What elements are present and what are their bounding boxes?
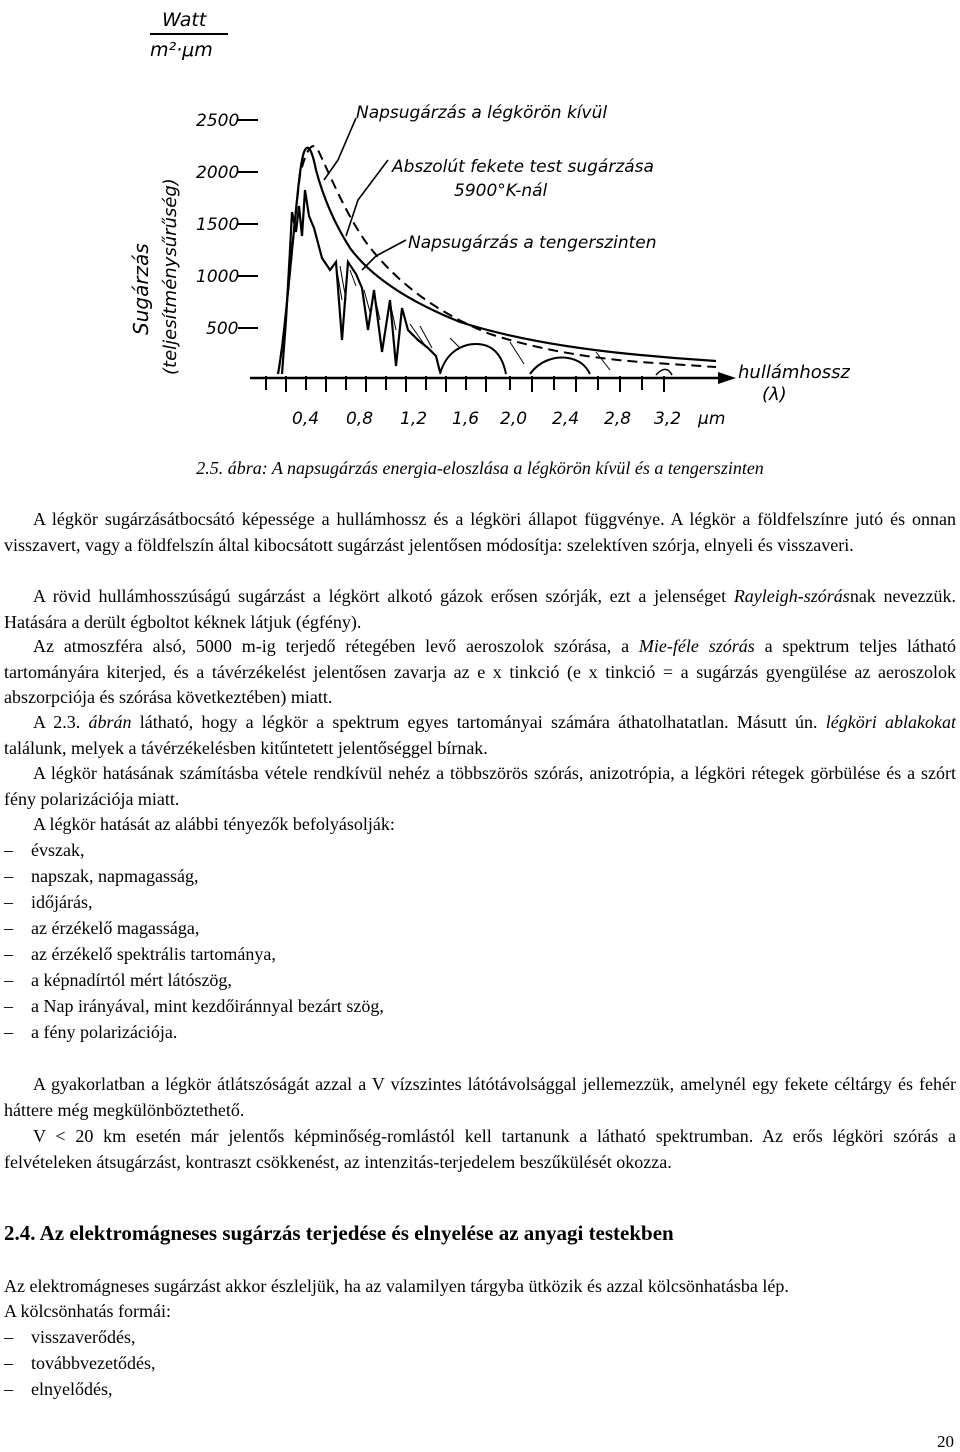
paragraph-5: A légkör hatásának számításba vétele rendkívül nehéz a többszörös szórás, anizotrópia, a légköri rétegek görbülése és a szórt fény polarizációja miatt. — [4, 763, 956, 809]
list-item — [4, 942, 276, 968]
dash-bullet: – — [4, 1022, 13, 1042]
x-tick-2-4: 2,4 — [552, 409, 580, 429]
list-item — [4, 864, 198, 890]
list-item — [4, 1351, 155, 1377]
x-axis-arrow — [718, 372, 736, 384]
paragraph-7: A gyakorlatban a légkör átlátszóságát azzal a V vízszintes látótávolsággal jellemezzük, amelynél egy fekete céltárgy és fehér háttere még megkülönböztethető. — [4, 1074, 956, 1120]
paragraph-3 — [4, 634, 956, 711]
dash-bullet: – — [4, 1379, 13, 1399]
figure-caption: 2.5. ábra: A napsugárzás energia-eloszlása a légkörön kívül és a tengerszinten — [196, 458, 764, 478]
paragraph-4-text-b: látható, hogy a légkör a spektrum egyes tartományai számára áthatolhatatlan. Másutt ún. — [131, 712, 826, 732]
leader-sea-level — [362, 240, 406, 270]
paragraph-2-text-a: A rövid hullámhosszúságú sugárzást a légkört alkotó gázok erősen szórják, ezt a jelenséget — [33, 586, 734, 606]
figure-reference: ábrán — [88, 712, 132, 732]
page-number: 20 — [937, 1432, 954, 1451]
section-heading: 2.4. Az elektromágneses sugárzás terjedése és elnyelése az anyagi testekben — [4, 1221, 674, 1245]
y-axis-label-2: (teljesítménysűrűség) — [160, 178, 181, 375]
window-1-6um — [440, 344, 506, 374]
paragraph-3-text-a: Az atmoszféra alsó, 5000 m-ig terjedő rétegében levő aeroszolok szórása, a — [33, 636, 639, 656]
paragraph-2 — [4, 584, 956, 635]
list-item — [4, 968, 232, 994]
y-tick-1000: 1000 — [196, 267, 240, 287]
x-tick-1-6: 1,6 — [452, 409, 480, 429]
list-item — [4, 994, 384, 1020]
paragraph-4-text-c: találunk, melyek a távérzékelésben kitűntetett jelentőséggel bírnak. — [4, 737, 488, 758]
list-item-text: továbbvezetődés, — [31, 1353, 156, 1373]
list-item-text: a Nap irányával, mint kezdőiránnyal bezárt szög, — [31, 996, 384, 1016]
y-axis-label-1: Sugárzás — [129, 243, 153, 335]
x-tick-3-2: 3,2 — [654, 409, 682, 429]
paragraph-2-text-b: nak nevezzük. Hatására a derült égboltot kéknek látjuk (égfény). — [4, 586, 956, 632]
dash-bullet: – — [4, 944, 13, 964]
annotation-blackbody-2: 5900°K-nál — [454, 181, 548, 201]
list-item-text: a fény polarizációja. — [31, 1022, 178, 1042]
paragraph-4-text-a: A 2.3. — [33, 712, 89, 732]
y-unit-bottom: m²·μm — [150, 39, 213, 61]
x-tick-labels — [292, 409, 725, 429]
y-tick-2500: 2500 — [196, 111, 240, 131]
list-item-text: az érzékelő magassága, — [31, 918, 200, 938]
dash-bullet: – — [4, 1327, 13, 1347]
paragraph-8: V < 20 km esetén már jelentős képminőség-romlástól kell tartanunk a látható spektrumban. Az erős légköri szórás a felvételeken átsugárzást, kontraszt csökkenést, az intenzitás-terjedelem beszűkülését okozza. — [4, 1126, 956, 1172]
y-unit-top: Watt — [162, 9, 207, 31]
list-item — [4, 890, 92, 916]
rayleigh-term: Rayleigh-szórás — [733, 586, 850, 606]
dash-bullet: – — [4, 970, 13, 990]
dash-bullet: – — [4, 996, 13, 1016]
dash-bullet: – — [4, 840, 13, 860]
atmospheric-windows-term: légköri ablakokat — [825, 712, 956, 732]
paragraph-4 — [4, 710, 956, 761]
list-item-text: az érzékelő spektrális tartománya, — [31, 944, 276, 964]
paragraph-3-text-b: a spektrum teljes látható tartományára kiterjed, és a távérzékelést jelentősen zavarja az e x tinkció (e x tinkció = a sugárzás gyengülése az aeroszolok abszorpciója és szórása következtében) miatt. — [4, 636, 957, 707]
dash-bullet: – — [4, 1353, 13, 1373]
y-tick-500: 500 — [206, 319, 239, 339]
dash-bullet: – — [4, 918, 13, 938]
x-tick-2-8: 2,8 — [604, 409, 632, 429]
spectrum-chart — [110, 0, 850, 448]
leader-blackbody — [346, 160, 388, 236]
list-item — [4, 1020, 177, 1046]
y-tick-marks — [238, 120, 258, 328]
list-item-text: elnyelődés, — [31, 1379, 113, 1399]
window-3-8um — [656, 369, 672, 375]
y-tick-2000: 2000 — [196, 163, 240, 183]
y-tick-labels — [196, 111, 239, 339]
paragraph-9: Az elektromágneses sugárzást akkor észleljük, ha az valamilyen tárgyba ütközik és azzal kölcsönhatásba lép. — [4, 1276, 789, 1296]
list-item-text: visszaverődés, — [31, 1327, 136, 1347]
y-tick-1500: 1500 — [196, 215, 240, 235]
list-item-text: a képnadírtól mért látószög, — [31, 970, 232, 990]
list-item-text: évszak, — [31, 840, 85, 860]
annotation-sea-level: Napsugárzás a tengerszinten — [408, 233, 657, 253]
x-tick-unit: μm — [698, 409, 726, 429]
window-2-2um — [530, 358, 590, 374]
x-axis-label-2: (λ) — [762, 384, 787, 405]
leader-outside — [324, 118, 356, 180]
spectrum-figure — [110, 0, 850, 448]
sea-level-curve — [282, 190, 440, 374]
annotation-blackbody-1: Abszolút fekete test sugárzása — [392, 157, 654, 177]
list-item — [4, 916, 199, 942]
x-tick-0-8: 0,8 — [346, 409, 374, 429]
list-item — [4, 1325, 135, 1351]
dash-bullet: – — [4, 892, 13, 912]
list-item-text: napszak, napmagasság, — [31, 866, 199, 886]
paragraph-1: A légkör sugárzásátbocsátó képessége a hullámhossz és a légköri állapot függvénye. A légkör a földfelszínre jutó és onnan visszavert, vagy a földfelszín által kibocsátott sugárzást jelentősen módosítja: szelektíven szórja, elnyeli és visszaveri. — [4, 509, 956, 555]
x-axis-label-1: hullámhossz — [738, 362, 850, 383]
x-tick-1-2: 1,2 — [400, 409, 428, 429]
x-tick-2-0: 2,0 — [500, 409, 528, 429]
annotation-outside: Napsugárzás a légkörön kívül — [356, 103, 608, 123]
list-item — [4, 838, 84, 864]
x-tick-0-4: 0,4 — [292, 409, 320, 429]
mie-term: Mie-féle szórás — [638, 636, 755, 656]
dash-bullet: – — [4, 866, 13, 886]
paragraph-6: A légkör hatását az alábbi tényezők befolyásolják: — [33, 814, 395, 834]
list-item-text: időjárás, — [31, 892, 93, 912]
paragraph-10: A kölcsönhatás formái: — [4, 1301, 171, 1321]
list-item — [4, 1377, 112, 1403]
